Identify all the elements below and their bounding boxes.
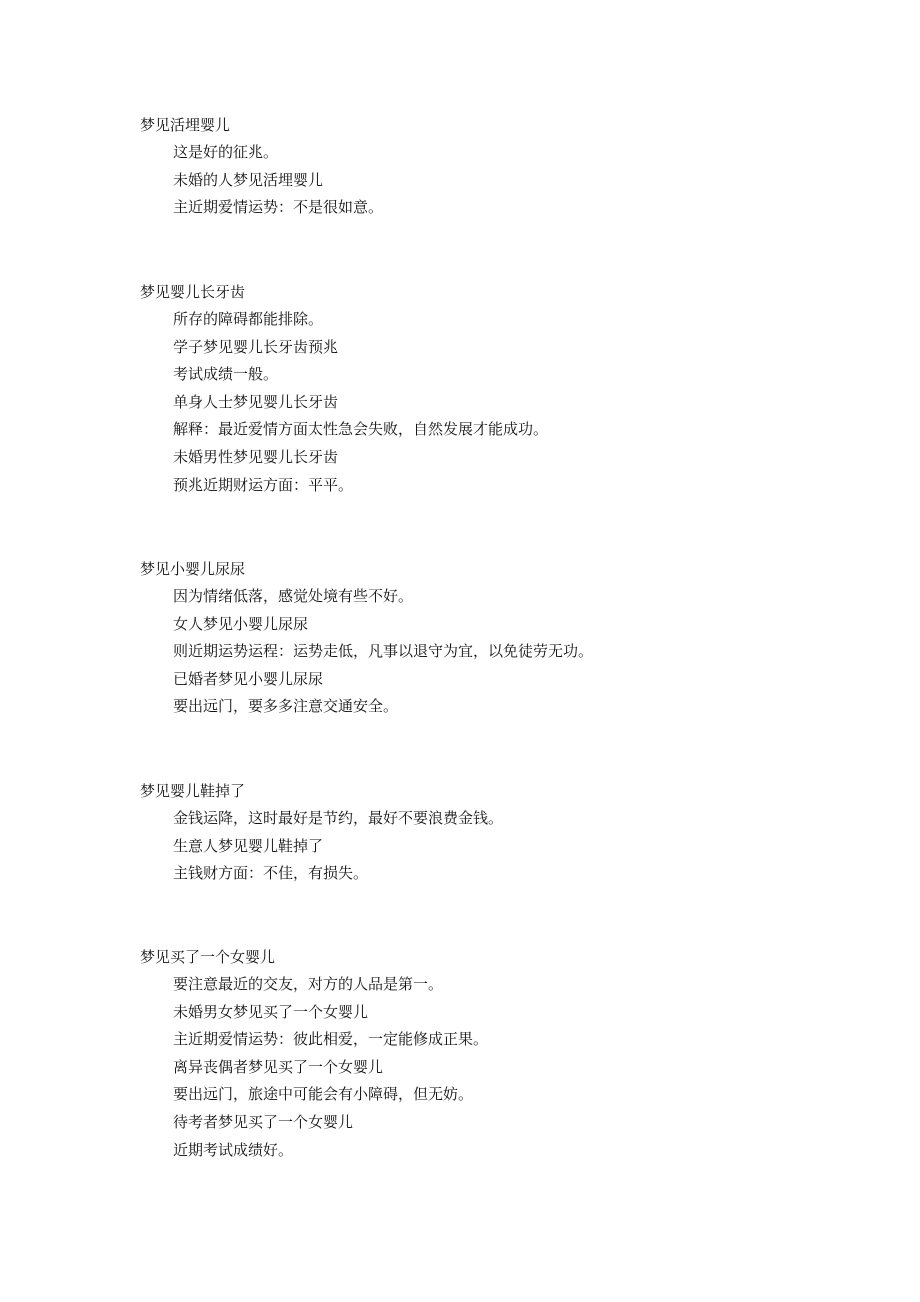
section-line: 单身人士梦见婴儿长牙齿 <box>173 392 339 411</box>
section-line: 学子梦见婴儿长牙齿预兆 <box>173 337 339 356</box>
section-line: 考试成绩一般。 <box>173 365 279 384</box>
section-line: 未婚的人梦见活埋婴儿 <box>173 170 324 189</box>
section-line: 所存的障碍都能排除。 <box>173 310 324 328</box>
section-line: 未婚男女梦见买了一个女婴儿 <box>173 1002 369 1021</box>
dream-section-baby-teething <box>140 278 840 499</box>
dream-section-bought-baby-girl <box>140 943 840 1164</box>
dream-section-burying-baby <box>140 111 840 222</box>
section-line: 要出远门，旅途中可能会有小障碍，但无妨。 <box>173 1085 474 1104</box>
section-line: 因为情绪低落，感觉处境有些不好。 <box>173 587 414 605</box>
section-line: 主钱财方面：不佳，有损失。 <box>173 864 369 883</box>
section-line: 离异丧偶者梦见买了一个女婴儿 <box>173 1057 384 1076</box>
section-heading: 梦见婴儿鞋掉了 <box>140 782 246 800</box>
section-heading: 梦见婴儿长牙齿 <box>140 283 246 301</box>
section-line: 待考者梦见买了一个女婴儿 <box>173 1112 354 1131</box>
section-heading: 梦见小婴儿尿尿 <box>140 560 246 578</box>
section-line: 这是好的征兆。 <box>173 143 279 161</box>
dream-section-baby-shoe-fell-off <box>140 777 840 888</box>
section-line: 已婚者梦见小婴儿尿尿 <box>173 669 324 688</box>
section-heading: 梦见买了一个女婴儿 <box>140 948 276 966</box>
section-line: 生意人梦见婴儿鞋掉了 <box>173 836 324 855</box>
section-heading: 梦见活埋婴儿 <box>140 116 231 134</box>
section-line: 金钱运降，这时最好是节约，最好不要浪费金钱。 <box>173 809 504 827</box>
dream-section-baby-peeing <box>140 555 840 721</box>
section-line: 解释：最近爱情方面太性急会失败，自然发展才能成功。 <box>173 420 549 439</box>
section-line: 要出远门，要多多注意交通安全。 <box>173 697 399 716</box>
section-line: 女人梦见小婴儿尿尿 <box>173 614 309 633</box>
section-line: 近期考试成绩好。 <box>173 1140 294 1159</box>
section-line: 要注意最近的交友，对方的人品是第一。 <box>173 975 444 993</box>
section-line: 则近期运势运程：运势走低，凡事以退守为宜，以免徒劳无功。 <box>173 642 594 661</box>
section-line: 主近期爱情运势：彼此相爱，一定能修成正果。 <box>173 1030 489 1049</box>
section-line: 主近期爱情运势：不是很如意。 <box>173 198 384 217</box>
section-line: 未婚男性梦见婴儿长牙齿 <box>173 447 339 466</box>
section-line: 预兆近期财运方面：平平。 <box>173 475 354 494</box>
